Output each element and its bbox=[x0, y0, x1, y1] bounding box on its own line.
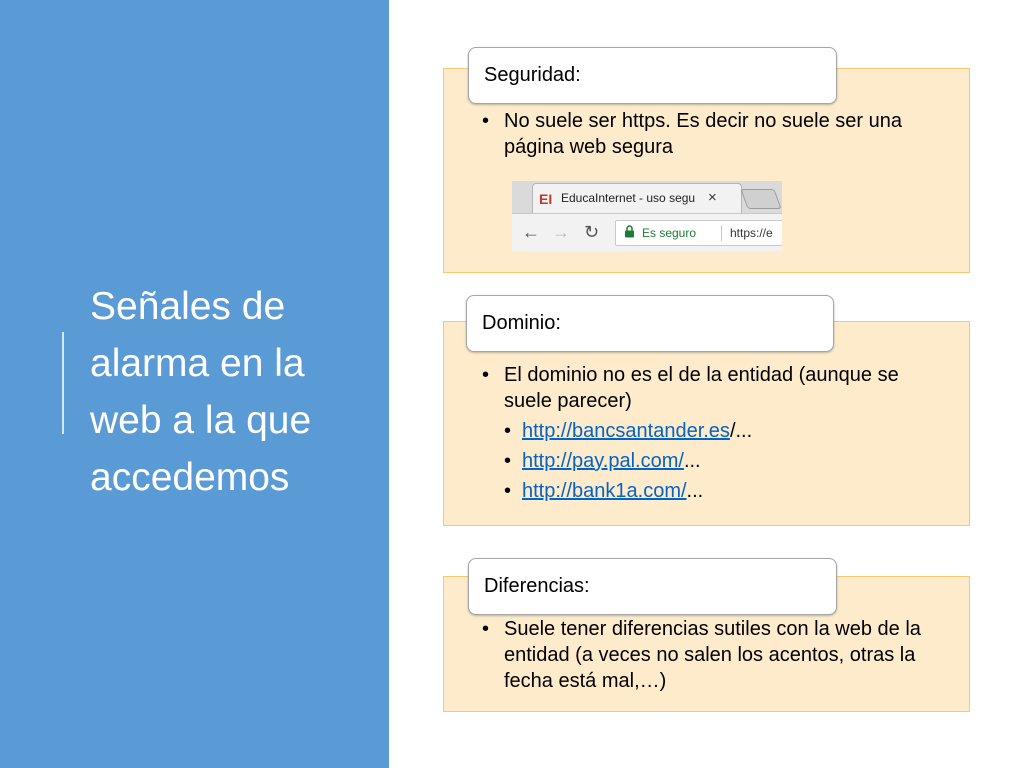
bullet-list-diferencias bbox=[482, 616, 942, 694]
close-icon: × bbox=[708, 189, 717, 206]
educainternet-logo-icon: EI bbox=[539, 191, 553, 207]
section-label-dominio: Dominio: bbox=[466, 295, 834, 352]
browser-tab-title: EducaInternet - uso segu bbox=[561, 191, 696, 205]
domain-example-link[interactable]: http://bancsantander.es bbox=[522, 420, 730, 442]
bullet-dominio bbox=[482, 362, 932, 504]
domain-examples-list bbox=[504, 418, 932, 504]
reload-icon: ↻ bbox=[584, 222, 600, 242]
domain-example-item bbox=[504, 418, 932, 444]
browser-toolbar bbox=[512, 213, 782, 251]
domain-example-link[interactable]: http://pay.pal.com/ bbox=[522, 450, 684, 472]
browser-tab bbox=[532, 183, 742, 213]
section-label-seguridad: Seguridad: bbox=[468, 47, 837, 104]
new-tab-icon bbox=[740, 189, 781, 209]
bullet-seguridad: • No suele ser https. Es decir no suele ser una página web segura bbox=[482, 108, 922, 160]
browser-screenshot bbox=[512, 181, 782, 251]
bullet-dominio-text: El dominio no es el de la entidad (aunque se suele parecer) bbox=[504, 364, 899, 412]
bullet-list-seguridad bbox=[482, 108, 922, 160]
domain-example-link[interactable]: http://bank1a.com/ bbox=[522, 480, 687, 502]
domain-example-item bbox=[504, 448, 932, 474]
forward-arrow-icon: → bbox=[552, 222, 570, 242]
title-accent-line bbox=[62, 332, 64, 434]
domain-example-suffix: ... bbox=[686, 480, 704, 502]
bullet-diferencias: • Suele tener diferencias sutiles con la web de la entidad (a veces no salen los acentos, otras la fecha está mal,…) bbox=[482, 616, 942, 694]
domain-example-suffix: ... bbox=[683, 450, 701, 472]
secure-indicator: Es seguro bbox=[642, 226, 697, 240]
address-separator bbox=[721, 225, 722, 241]
back-arrow-icon: ← bbox=[522, 222, 540, 242]
url-text: https://e bbox=[730, 226, 773, 240]
section-label-diferencias: Diferencias: bbox=[468, 558, 837, 615]
domain-example-suffix: /... bbox=[729, 420, 753, 442]
slide-title: Señales de alarma en la web a la que accedemos bbox=[90, 285, 312, 499]
browser-tabstrip bbox=[512, 181, 782, 213]
browser-address-bar bbox=[615, 220, 782, 246]
bullet-list-dominio bbox=[482, 362, 932, 508]
domain-example-item bbox=[504, 478, 932, 504]
lock-icon bbox=[624, 225, 635, 241]
